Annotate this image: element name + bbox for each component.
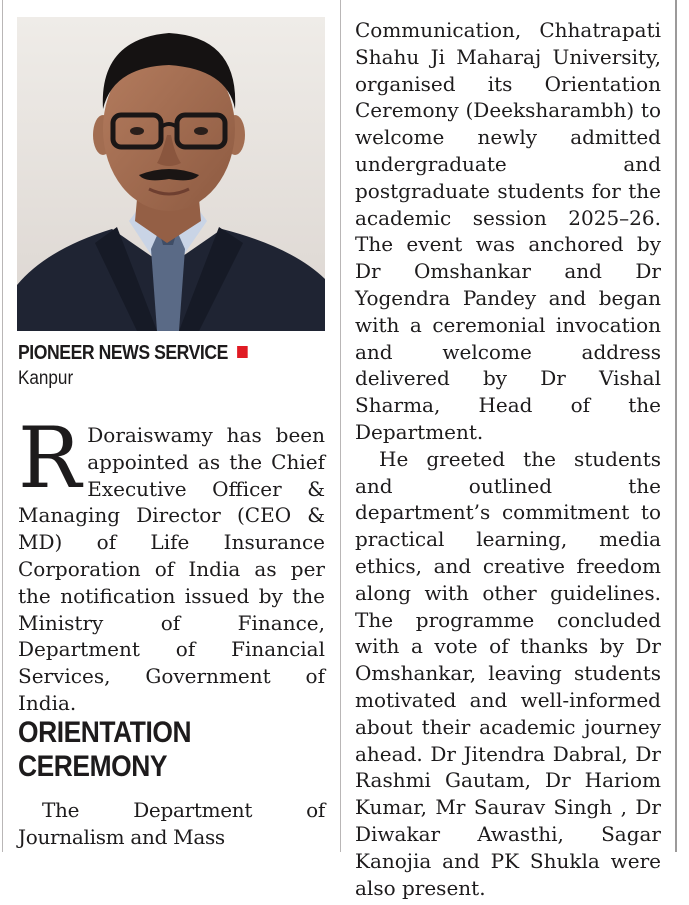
red-square-icon [237, 346, 248, 358]
column-rule-middle [340, 0, 341, 852]
column-rule-left [2, 0, 3, 852]
portrait-photo [17, 17, 325, 331]
agency-line [18, 340, 295, 366]
story-orientation-lead [18, 797, 325, 851]
story-lic-body: Doraiswamy has been appointed as the Chief Executive Officer & Managing Director (CEO & MD) of Life Insurance Corporation of India as per the notification issued by the Ministry of Finance, Department of Financial Services, Government of India. [18, 423, 325, 715]
paragraph-1-continued: Communication, Chhatrapati Shahu Ji Maharaj University, organised its Orientation Ceremony (Deeksharambh) to welcome newly admitted undergraduate and postgraduate students for the academic session 2025–26. The event was anchored by Dr Omshankar and Dr Yogendra Pandey and began with a ceremonial invocation and welcome address delivered by Dr Vishal Sharma, Head of the Department. [355, 18, 661, 444]
story-orientation-continued [355, 17, 661, 901]
paragraph-2: He greeted the students and outlined the department’s commitment to practical learning, media ethics, and creative freedom along with other guidelines. The programme concluded with a vote of thanks by Dr Omshankar, leaving students motivated and well-informed about their academic journey ahead. Dr Jitendra Dabral, Dr Rashmi Gautam, Dr Hariom Kumar, Mr Saurav Singh , Dr Diwakar Awasthi, Sagar Kanojia and PK Shukla were also present. [355, 446, 661, 900]
paragraph-lead: The Department of Journalism and Mass [18, 798, 325, 849]
headline-orientation-ceremony: ORIENTATION CEREMONY [18, 716, 192, 783]
agency-name: PIONEER NEWS SERVICE [18, 342, 228, 364]
drop-cap: R [18, 409, 82, 507]
byline [18, 340, 333, 392]
story-lic-ceo [18, 409, 325, 717]
column-rule-right [675, 0, 677, 852]
dateline-location: Kanpur [18, 368, 74, 389]
